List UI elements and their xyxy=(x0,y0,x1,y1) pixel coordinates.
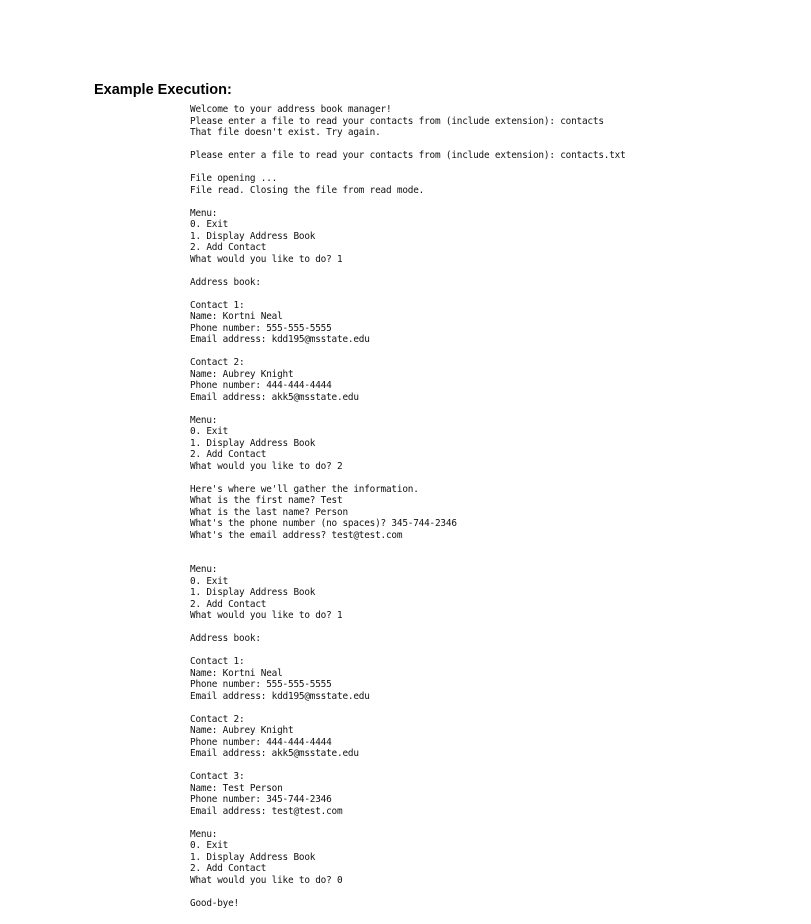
output-line: Menu: xyxy=(190,414,218,426)
output-line: Email address: kdd195@msstate.edu xyxy=(190,334,370,345)
contact-block xyxy=(190,656,790,702)
output-line: What would you like to do? 1 xyxy=(190,610,343,621)
output-line: 0. Exit xyxy=(190,219,229,230)
output-line: 1. Display Address Book xyxy=(190,230,316,242)
output-line: What is the last name? Person xyxy=(190,506,348,518)
output-block xyxy=(190,150,790,162)
output-line: Contact 3: xyxy=(190,771,245,782)
output-line: Phone number: 444-444-4444 xyxy=(190,736,332,748)
output-line: What's the phone number (no spaces)? 345-744-2346 xyxy=(190,518,457,529)
output-line: Phone number: 555-555-5555 xyxy=(190,679,332,690)
output-line: Please enter a file to read your contacts from (include extension): contacts xyxy=(190,115,604,127)
output-line: 2. Add Contact xyxy=(190,242,267,253)
output-line: Contact 2: xyxy=(190,357,245,368)
output-line: Address book: xyxy=(190,633,261,644)
menu-block xyxy=(190,415,790,473)
output-line: Contact 1: xyxy=(190,656,245,667)
menu-block xyxy=(190,208,790,266)
output-line: 0. Exit xyxy=(190,575,229,587)
output-line: Here's where we'll gather the information. xyxy=(190,483,419,495)
menu-block xyxy=(190,564,790,622)
output-line: Email address: akk5@msstate.edu xyxy=(190,748,359,759)
output-line: Menu: xyxy=(190,207,218,219)
output-line: 2. Add Contact xyxy=(190,449,267,460)
output-line: Name: Test Person xyxy=(190,782,283,794)
output-line: Contact 1: xyxy=(190,299,245,311)
output-line: Name: Aubrey Knight xyxy=(190,725,294,736)
output-line: Phone number: 345-744-2346 xyxy=(190,794,332,805)
output-line: Welcome to your address book manager! xyxy=(190,104,392,115)
output-line: 1. Display Address Book xyxy=(190,587,316,598)
output-line: What would you like to do? 2 xyxy=(190,460,343,472)
output-line: 2. Add Contact xyxy=(190,598,267,610)
menu-block xyxy=(190,829,790,887)
output-line: What is the first name? Test xyxy=(190,495,343,506)
contact-block xyxy=(190,357,790,403)
output-line: Phone number: 555-555-5555 xyxy=(190,322,332,334)
output-line: Name: Aubrey Knight xyxy=(190,368,294,380)
output-line: What's the email address? test@test.com xyxy=(190,529,403,541)
output-line: What would you like to do? 1 xyxy=(190,253,343,265)
output-line: What would you like to do? 0 xyxy=(190,874,343,886)
example-heading: Example Execution: xyxy=(94,82,232,98)
output-line: File read. Closing the file from read mode. xyxy=(190,184,425,196)
output-line: Menu: xyxy=(190,828,218,840)
output-line: File opening ... xyxy=(190,173,278,184)
output-block xyxy=(190,484,790,542)
output-line: Email address: akk5@msstate.edu xyxy=(190,391,359,403)
output-line: Please enter a file to read your contacts from (include extension): contacts.txt xyxy=(190,150,626,161)
output-line: Address book: xyxy=(190,276,261,288)
output-line: 0. Exit xyxy=(190,840,229,851)
output-block xyxy=(190,633,790,645)
output-block xyxy=(190,173,790,196)
output-line: Good-bye! xyxy=(190,897,239,909)
contact-block xyxy=(190,300,790,346)
output-line: Email address: kdd195@msstate.edu xyxy=(190,690,370,702)
output-line: Phone number: 444-444-4444 xyxy=(190,380,332,391)
output-block xyxy=(190,277,790,289)
output-line: 1. Display Address Book xyxy=(190,437,316,449)
output-line: Menu: xyxy=(190,564,218,575)
output-line: 1. Display Address Book xyxy=(190,851,316,863)
output-line: Name: Kortni Neal xyxy=(190,667,283,679)
contact-block xyxy=(190,714,790,760)
output-block xyxy=(190,104,790,139)
output-line: Contact 2: xyxy=(190,713,245,725)
output-line: 2. Add Contact xyxy=(190,863,267,874)
output-line: That file doesn't exist. Try again. xyxy=(190,127,381,138)
output-line: 0. Exit xyxy=(190,426,229,437)
output-line: Email address: test@test.com xyxy=(190,805,343,817)
terminal-output xyxy=(190,104,790,921)
output-line: Name: Kortni Neal xyxy=(190,311,283,322)
output-block xyxy=(190,898,790,910)
contact-block xyxy=(190,771,790,817)
